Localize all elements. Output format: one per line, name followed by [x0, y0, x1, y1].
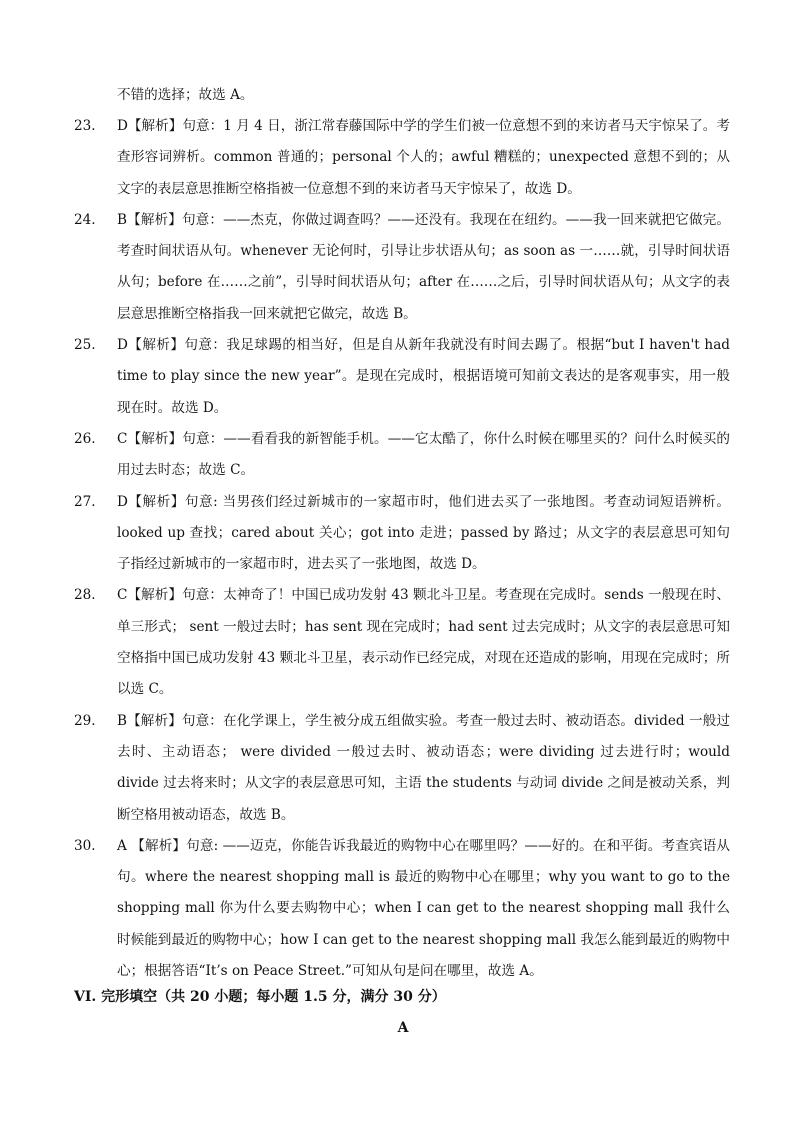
explanation-item-27: [74, 487, 730, 581]
section-subtitle: A: [397, 1020, 409, 1036]
item-number: 28.: [74, 587, 96, 604]
explanation-item-30: [74, 831, 730, 987]
item-number: 27.: [74, 493, 96, 510]
explanation-item-23: [74, 111, 730, 205]
item-text: D【解析】句意: 当男孩们经过新城市的一家超市时，他们进去买了一张地图。考查动词短语辨析。looked up 查找；cared about 关心；got into 走进；passed by 路过；从文字的表层意思可知句子指经过新城市的一家超市时，进去买了一张地图，故选 D。: [117, 493, 730, 573]
explanation-item-29: [74, 706, 730, 831]
section-heading: VI. 完形填空（共 20 小题；每小题 1.5 分，满分 30 分）: [74, 989, 446, 1005]
continuation-line: 不错的选择；故选 A。: [117, 87, 254, 103]
item-text: A 【解析】句意: ——迈克，你能告诉我最近的购物中心在哪里吗？——好的。在和平街。考查宾语从句。where the nearest shopping mall is 最近的购物中心在哪里；why you want to go to the shopping mall 你为什么要去购物中心；when I can get to the nearest shopping mall 我什么时候能到最近的购物中心；how I can get to the nearest shopping mall 我怎么能到最近的购物中心；根据答语“It’s on Peace Street.”可知从句是问在哪里，故选 A。: [117, 837, 730, 980]
item-text: D【解析】句意：1 月 4 日，浙江常春藤国际中学的学生们被一位意想不到的来访者马天宇惊呆了。考查形容词辨析。common 普通的；personal 个人的；awful 糟糕的；unexpected 意想不到的；从文字的表层意思推断空格指被一位意想不到的来访者马天宇惊呆了，故选 D。: [117, 118, 730, 197]
item-text: B【解析】句意：在化学课上，学生被分成五组做实验。考查一般过去时、被动语态。divided 一般过去时、主动语态； were divided 一般过去时、被动语态；were dividing 过去进行时；would divide 过去将来时；从文字的表层意思可知，主语 the students 与动词 divide 之间是被动关系，判断空格用被动语态，故选 B。: [117, 712, 730, 823]
item-number: 30.: [74, 837, 96, 854]
item-text: B【解析】句意：——杰克，你做过调查吗？——还没有。我现在在纽约。——我一回来就把它做完。考查时间状语从句。whenever 无论何时，引导让步状语从句；as soon as 一……就，引导时间状语从句；before 在……之前”，引导时间状语从句；after 在……之后，引导时间状语从句；从文字的表层意思推断空格指我一回来就把它做完，故选 B。: [117, 211, 730, 322]
explanation-item-25: [74, 330, 730, 424]
item-text: C【解析】句意：——看看我的新智能手机。——它太酷了，你什么时候在哪里买的？问什么时候买的用过去时态；故选 C。: [117, 430, 730, 479]
item-number: 24.: [74, 211, 96, 228]
explanation-item-28: [74, 580, 730, 705]
answer-explanations-list: [74, 111, 730, 987]
item-number: 25.: [74, 337, 96, 354]
explanation-item-26: [74, 424, 730, 487]
item-number: 23.: [74, 118, 96, 134]
item-text: D【解析】句意：我足球踢的相当好，但是自从新年我就没有时间去踢了。根据“but I haven't had time to play since the new year”。是现在完成时，根据语境可知前文表达的是客观事实，用一般现在时。故选 D。: [117, 337, 730, 416]
explanation-item-24: [74, 205, 730, 330]
item-number: 26.: [74, 430, 96, 447]
item-text: C【解析】句意：太神奇了！中国已成功发射 43 颗北斗卫星。考查现在完成时。sends 一般现在时、单三形式； sent 一般过去时；has sent 现在完成时；had sent 过去完成时；从文字的表层意思可知空格指中国已成功发射 43 颗北斗卫星，表示动作已经完成，对现在还造成的影响，用现在完成时；所以选 C。: [117, 587, 730, 698]
item-number: 29.: [74, 712, 96, 729]
